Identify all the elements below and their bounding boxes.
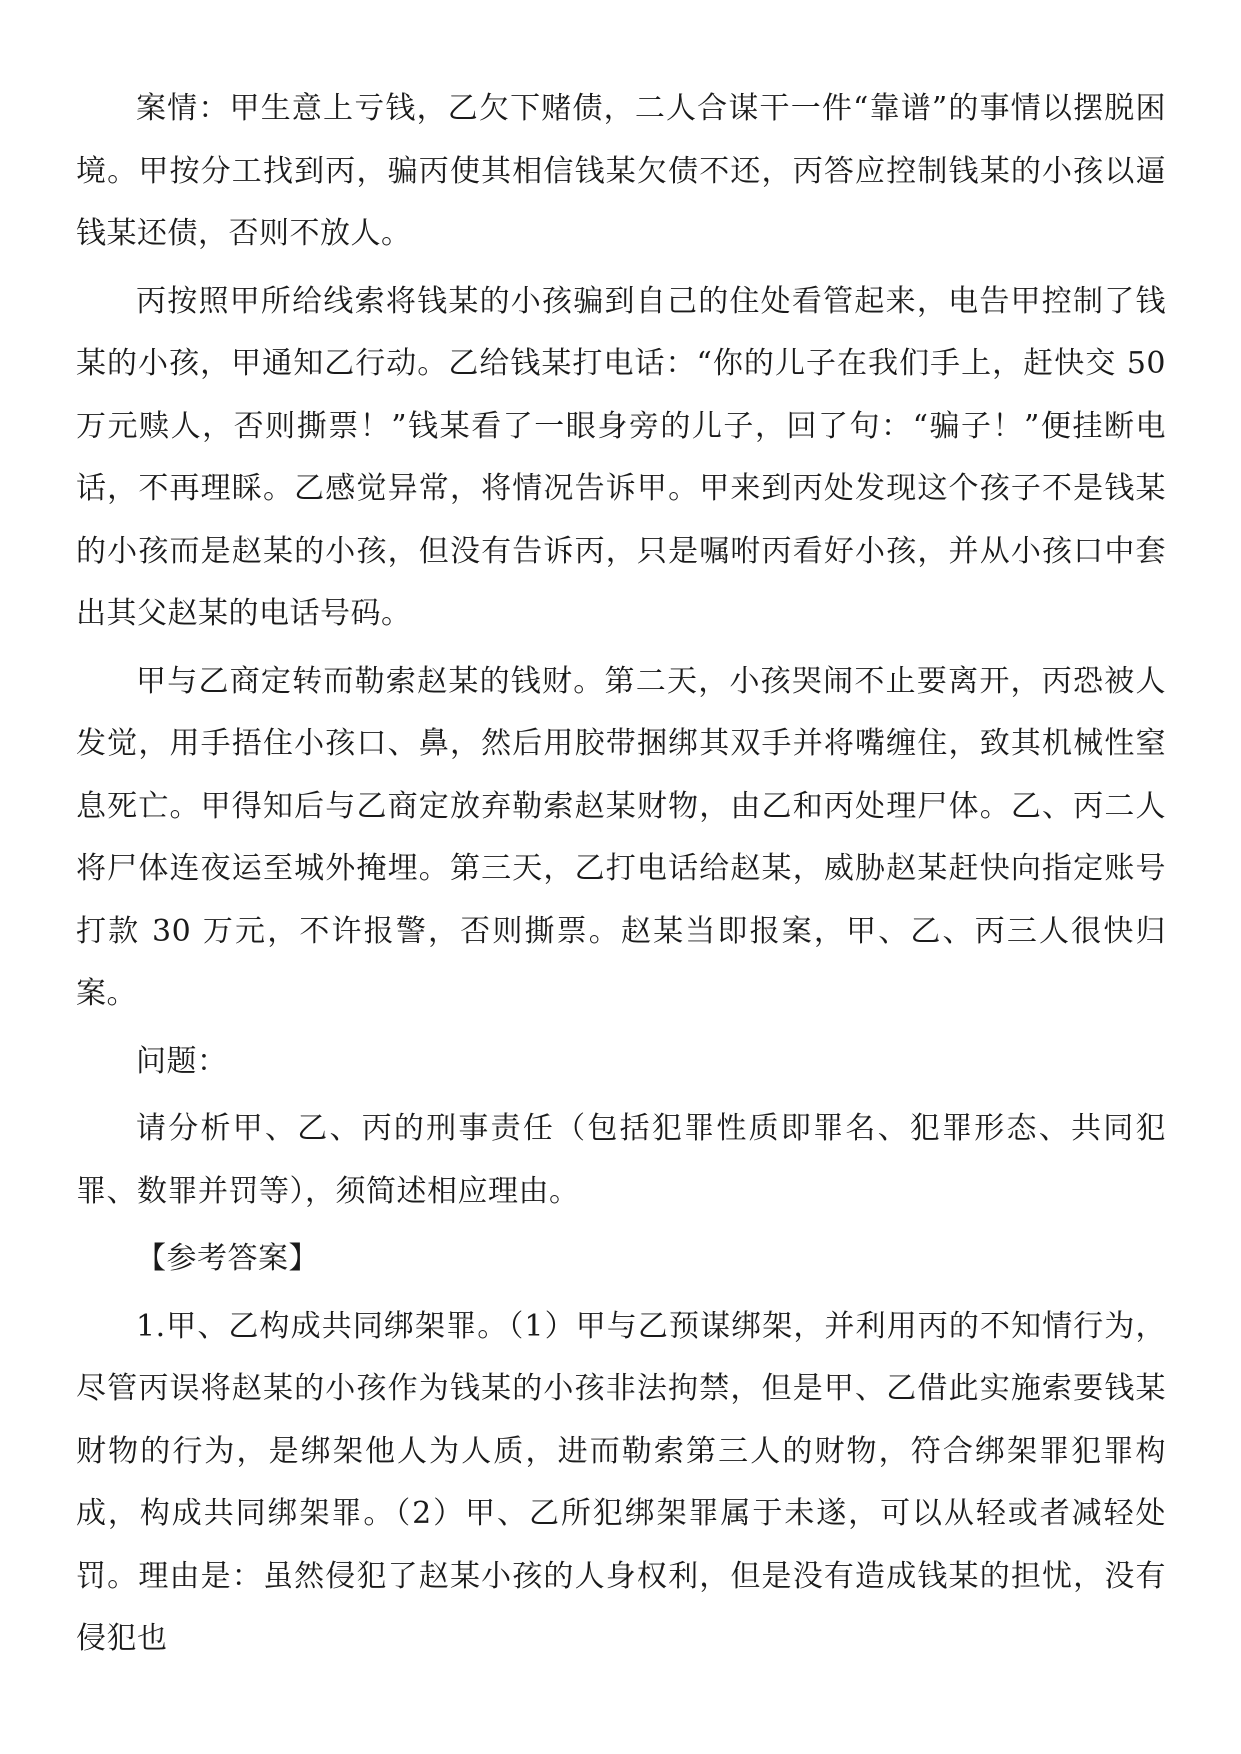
case-facts-paragraph-1: 案情：甲生意上亏钱，乙欠下赌债，二人合谋干一件“靠谱”的事情以摆脱困境。甲按分工找到丙，骗丙使其相信钱某欠债不还，丙答应控制钱某的小孩以逼钱某还债，否则不放人。 [76,91,1166,251]
document-page [76,78,1166,1676]
reference-answer-heading: 【参考答案】 [136,1241,319,1276]
answer-paragraph-1: 1.甲、乙构成共同绑架罪。（1）甲与乙预谋绑架，并利用丙的不知情行为，尽管丙误将赵某的小孩作为钱某的小孩非法拘禁，但是甲、乙借此实施索要钱某财物的行为，是绑架他人为人质，进而勒索第三人的财物，符合绑架罪犯罪构成，构成共同绑架罪。（2）甲、乙所犯绑架罪属于未遂，可以从轻或者减轻处罚。理由是：虽然侵犯了赵某小孩的人身权利，但是没有造成钱某的担忧，没有侵犯也 [76,1308,1166,1656]
case-facts-paragraph-2: 丙按照甲所给线索将钱某的小孩骗到自己的住处看管起来，电告甲控制了钱某的小孩，甲通知乙行动。乙给钱某打电话：“你的儿子在我们手上，赶快交 50 万元赎人，否则撕票！”钱某看了一眼身旁的儿子，回了句：“骗子！”便挂断电话，不再理睬。乙感觉异常，将情况告诉甲。甲来到丙处发现这个孩子不是钱某的小孩而是赵某的小孩，但没有告诉丙，只是嘱咐丙看好小孩，并从小孩口中套出其父赵某的电话号码。 [76,283,1166,631]
question-heading: 问题： [136,1043,228,1079]
question-text: 请分析甲、乙、丙的刑事责任（包括犯罪性质即罪名、犯罪形态、共同犯罪、数罪并罚等），须简述相应理由。 [76,1111,1166,1209]
case-facts-paragraph-3: 甲与乙商定转而勒索赵某的钱财。第二天，小孩哭闹不止要离开，丙恐被人发觉，用手捂住小孩口、鼻，然后用胶带捆绑其双手并将嘴缠住，致其机械性窒息死亡。甲得知后与乙商定放弃勒索赵某财物，由乙和丙处理尸体。乙、丙二人将尸体连夜运至城外掩埋。第三天，乙打电话给赵某，威胁赵某赶快向指定账号打款 30 万元，不许报警，否则撕票。赵某当即报案，甲、乙、丙三人很快归案。 [76,663,1166,1011]
